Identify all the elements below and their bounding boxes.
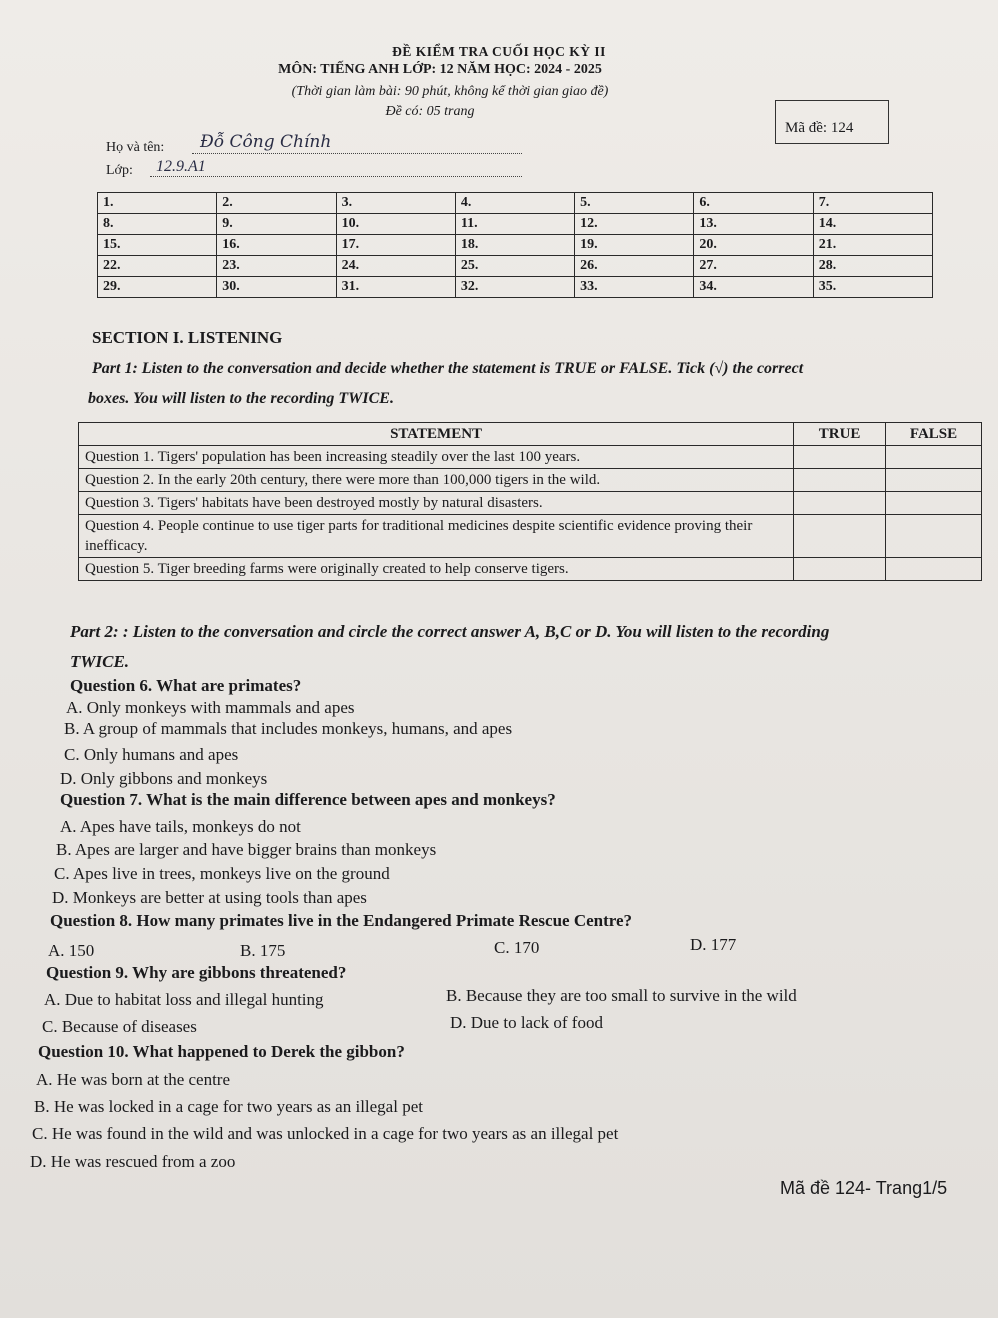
answer-cell[interactable]: 3. (336, 193, 455, 214)
true-checkbox[interactable] (794, 446, 886, 469)
q10-option-d[interactable]: D. He was rescued from a zoo (30, 1152, 236, 1171)
question-6: Question 6. What are primates? (70, 676, 302, 695)
statement-text: Question 4. People continue to use tiger parts for traditional medicines despite scientific evidence proving their inefficacy. (79, 515, 794, 558)
answer-cell[interactable]: 28. (813, 256, 932, 277)
statement-row (79, 515, 982, 558)
answer-grid-row (98, 214, 933, 235)
statement-header: STATEMENT (79, 423, 794, 446)
answer-cell[interactable]: 25. (455, 256, 574, 277)
statement-text: Question 3. Tigers' habitats have been destroyed mostly by natural disasters. (79, 492, 794, 515)
statement-text: Question 5. Tiger breeding farms were originally created to help conserve tigers. (79, 558, 794, 581)
q9-option-a[interactable]: A. Due to habitat loss and illegal hunting (44, 990, 324, 1009)
q9-option-d[interactable]: D. Due to lack of food (450, 1013, 603, 1032)
answer-cell[interactable]: 8. (98, 214, 217, 235)
q7-option-c[interactable]: C. Apes live in trees, monkeys live on the ground (54, 864, 390, 883)
exam-subject: MÔN: TIẾNG ANH LỚP: 12 NĂM HỌC: 2024 - 2025 (278, 62, 602, 77)
part2-instructions-line1: Part 2: : Listen to the conversation and circle the correct answer A, B,C or D. You will listen to the recording (70, 622, 830, 641)
answer-cell[interactable]: 27. (694, 256, 813, 277)
name-handwritten: Đỗ Công Chính (200, 132, 332, 152)
class-field-line (150, 176, 522, 177)
answer-cell[interactable]: 35. (813, 277, 932, 298)
class-label: Lớp: (106, 163, 133, 178)
q7-option-d[interactable]: D. Monkeys are better at using tools than apes (52, 888, 367, 907)
answer-cell[interactable]: 29. (98, 277, 217, 298)
exam-pages: Đề có: 05 trang (385, 104, 475, 119)
q10-option-c[interactable]: C. He was found in the wild and was unlocked in a cage for two years as an illegal pet (32, 1124, 619, 1143)
question-8: Question 8. How many primates live in the Endangered Primate Rescue Centre? (50, 911, 633, 930)
false-checkbox[interactable] (886, 469, 982, 492)
part2-instructions-line2: TWICE. (70, 652, 130, 671)
q8-option-a[interactable]: A. 150 (48, 941, 95, 960)
answer-cell[interactable]: 18. (455, 235, 574, 256)
answer-cell[interactable]: 14. (813, 214, 932, 235)
answer-cell[interactable]: 2. (217, 193, 336, 214)
answer-grid-row (98, 277, 933, 298)
statement-row (79, 492, 982, 515)
true-checkbox[interactable] (794, 515, 886, 558)
answer-grid-row (98, 235, 933, 256)
exam-title: ĐỀ KIỂM TRA CUỐI HỌC KỲ II (392, 44, 606, 59)
answer-cell[interactable]: 22. (98, 256, 217, 277)
answer-cell[interactable]: 19. (575, 235, 694, 256)
true-checkbox[interactable] (794, 469, 886, 492)
answer-cell[interactable]: 15. (98, 235, 217, 256)
answer-cell[interactable]: 4. (455, 193, 574, 214)
q6-option-a[interactable]: A. Only monkeys with mammals and apes (66, 698, 355, 717)
question-7: Question 7. What is the main difference between apes and monkeys? (60, 790, 556, 809)
answer-cell[interactable]: 34. (694, 277, 813, 298)
class-handwritten: 12.9.A1 (156, 158, 206, 175)
false-checkbox[interactable] (886, 558, 982, 581)
q7-option-b[interactable]: B. Apes are larger and have bigger brains than monkeys (56, 840, 437, 859)
answer-cell[interactable]: 13. (694, 214, 813, 235)
exam-code: Mã đề: 124 (785, 120, 854, 136)
answer-cell[interactable]: 10. (336, 214, 455, 235)
answer-cell[interactable]: 24. (336, 256, 455, 277)
statement-text: Question 1. Tigers' population has been increasing steadily over the last 100 years. (79, 446, 794, 469)
statement-text: Question 2. In the early 20th century, there were more than 100,000 tigers in the wild. (79, 469, 794, 492)
part1-instructions-line1: Part 1: Listen to the conversation and decide whether the statement is TRUE or FALSE. Tick (√) the correct (92, 360, 804, 377)
true-checkbox[interactable] (794, 558, 886, 581)
question-10: Question 10. What happened to Derek the gibbon? (38, 1042, 405, 1061)
answer-cell[interactable]: 17. (336, 235, 455, 256)
false-checkbox[interactable] (886, 492, 982, 515)
answer-cell[interactable]: 26. (575, 256, 694, 277)
q7-option-a[interactable]: A. Apes have tails, monkeys do not (60, 817, 301, 836)
answer-cell[interactable]: 32. (455, 277, 574, 298)
q10-option-b[interactable]: B. He was locked in a cage for two years as an illegal pet (34, 1097, 423, 1116)
answer-cell[interactable]: 31. (336, 277, 455, 298)
answer-grid-row (98, 193, 933, 214)
answer-cell[interactable]: 5. (575, 193, 694, 214)
question-9: Question 9. Why are gibbons threatened? (46, 963, 347, 982)
page-footer: Mã đề 124- Trang1/5 (780, 1178, 948, 1198)
false-checkbox[interactable] (886, 515, 982, 558)
answer-grid-row (98, 256, 933, 277)
q9-option-b[interactable]: B. Because they are too small to survive in the wild (446, 986, 797, 1005)
answer-cell[interactable]: 21. (813, 235, 932, 256)
answer-cell[interactable]: 20. (694, 235, 813, 256)
statement-row (79, 446, 982, 469)
true-header: TRUE (794, 423, 886, 446)
q9-option-c[interactable]: C. Because of diseases (42, 1017, 197, 1036)
q10-option-a[interactable]: A. He was born at the centre (36, 1070, 231, 1089)
q8-option-d[interactable]: D. 177 (690, 935, 737, 954)
answer-grid (97, 192, 933, 298)
false-header: FALSE (886, 423, 982, 446)
answer-cell[interactable]: 16. (217, 235, 336, 256)
q6-option-c[interactable]: C. Only humans and apes (64, 745, 239, 764)
answer-cell[interactable]: 12. (575, 214, 694, 235)
answer-cell[interactable]: 1. (98, 193, 217, 214)
answer-cell[interactable]: 11. (455, 214, 574, 235)
answer-cell[interactable]: 33. (575, 277, 694, 298)
statement-row (79, 469, 982, 492)
q6-option-d[interactable]: D. Only gibbons and monkeys (60, 769, 268, 788)
true-checkbox[interactable] (794, 492, 886, 515)
true-false-table (78, 422, 982, 581)
section-title: SECTION I. LISTENING (92, 328, 283, 347)
false-checkbox[interactable] (886, 446, 982, 469)
answer-cell[interactable]: 30. (217, 277, 336, 298)
exam-time: (Thời gian làm bài: 90 phút, không kể thời gian giao đề) (291, 84, 609, 99)
q8-option-c[interactable]: C. 170 (494, 938, 540, 957)
answer-cell[interactable]: 9. (217, 214, 336, 235)
name-label: Họ và tên: (106, 140, 165, 155)
answer-cell[interactable]: 7. (813, 193, 932, 214)
name-field-line (192, 153, 522, 154)
q8-option-b[interactable]: B. 175 (240, 941, 286, 960)
part1-instructions-line2: boxes. You will listen to the recording TWICE. (88, 390, 394, 407)
answer-cell[interactable]: 6. (694, 193, 813, 214)
q6-option-b[interactable]: B. A group of mammals that includes monkeys, humans, and apes (64, 719, 513, 738)
statement-row (79, 558, 982, 581)
answer-cell[interactable]: 23. (217, 256, 336, 277)
